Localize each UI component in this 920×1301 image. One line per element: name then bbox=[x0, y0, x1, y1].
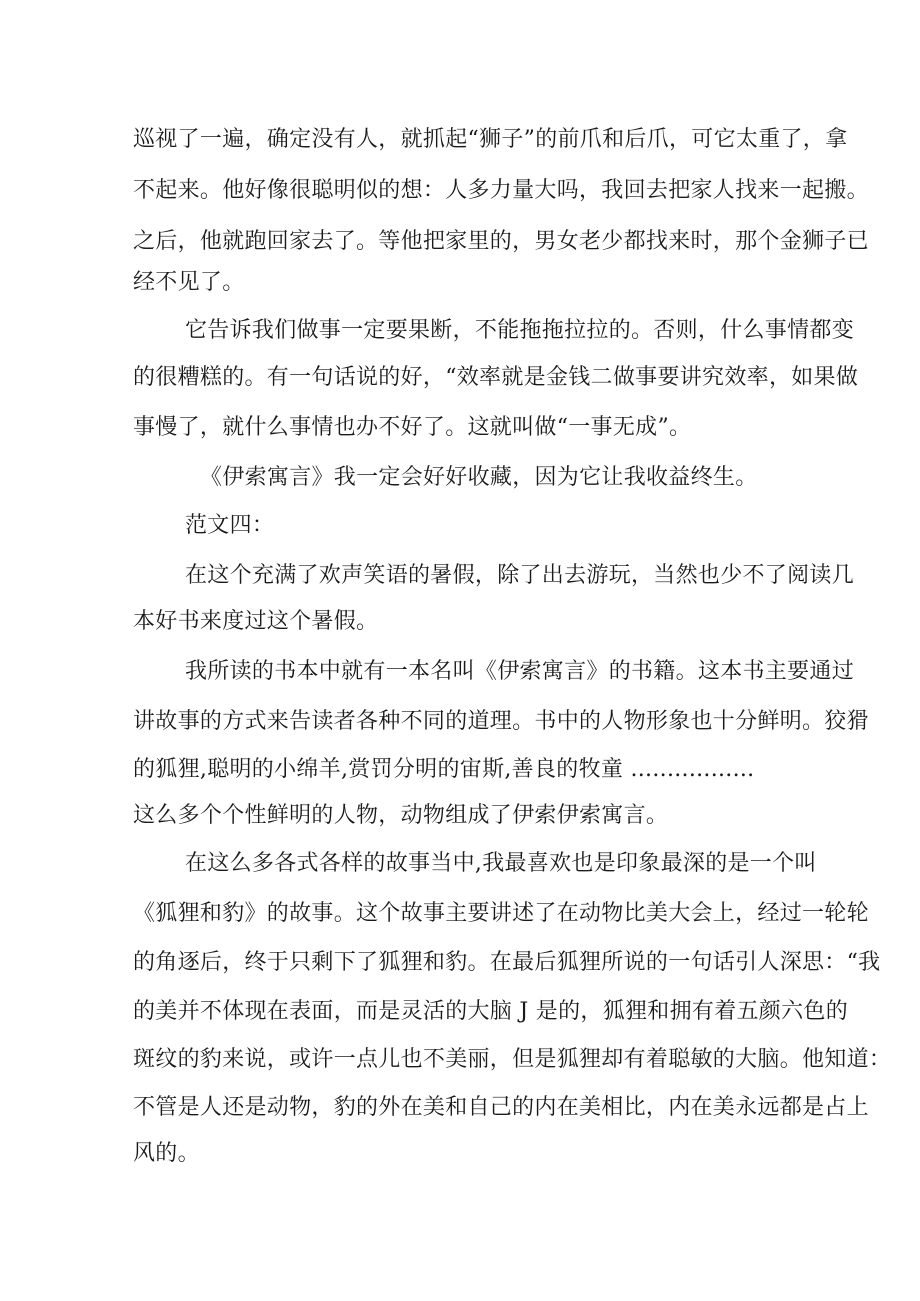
text-line: 风的。 bbox=[133, 1141, 200, 1166]
text-line: 不管是人还是动物，豹的外在美和自己的内在美相比，内在美永远都是占上 bbox=[133, 1095, 869, 1120]
text-line: 的很糟糕的。有一句话说的好，“效率就是金钱二做事要讲究效率，如果做 bbox=[133, 365, 859, 390]
text-line: 之后，他就跑回家去了。等他把家里的，男女老少都找来时，那个金狮子已 bbox=[133, 229, 869, 254]
text-line: 的狐狸,聪明的小绵羊,赏罚分明的宙斯,善良的牧童 ................. bbox=[133, 757, 755, 782]
text-line: 《狐狸和豹》的故事。这个故事主要讲述了在动物比美大会上，经过一轮轮 bbox=[133, 901, 869, 926]
text-line: 这么多个个性鲜明的人物，动物组成了伊索伊索寓言。 bbox=[133, 803, 669, 828]
text-line: 我所读的书本中就有一本名叫《伊索寓言》的书籍。这本书主要通过 bbox=[185, 659, 855, 684]
text-line: 的角逐后，终于只剩下了狐狸和豹。在最后狐狸所说的一句话引人深思：“我 bbox=[133, 950, 881, 975]
text-line: 在这个充满了欢声笑语的暑假，除了出去游玩，当然也少不了阅读几 bbox=[185, 563, 855, 588]
text-line: 它告诉我们做事一定要果断，不能拖拖拉拉的。否则，什么事情都变 bbox=[185, 318, 855, 343]
text-line: 的美并不体现在表面，而是灵活的大脑 J 是的，狐狸和拥有着五颜六色的 bbox=[133, 999, 849, 1024]
text-line: 不起来。他好像很聪明似的想：人多力量大吗，我回去把家人找来一起搬。 bbox=[133, 178, 869, 203]
text-line: 巡视了一遍，确定没有人，就抓起“狮子”的前爪和后爪，可它太重了，拿 bbox=[133, 127, 848, 152]
text-line: 斑纹的豹来说，或许一点儿也不美丽，但是狐狸却有着聪敏的大脑。他知道： bbox=[133, 1047, 892, 1072]
text-line: 经不见了。 bbox=[133, 270, 245, 295]
text-line: 在这么多各式各样的故事当中,我最喜欢也是印象最深的是一个叫 bbox=[185, 851, 817, 876]
text-line: 事慢了，就什么事情也办不好了。这就叫做“一事无成”。 bbox=[133, 415, 692, 440]
text-line: 讲故事的方式来告读者各种不同的道理。书中的人物形象也十分鲜明。狡猾 bbox=[133, 709, 869, 734]
text-line: 《伊索寓言》我一定会好好收藏，因为它让我收益终生。 bbox=[200, 465, 758, 490]
text-line: 本好书来度过这个暑假。 bbox=[133, 609, 379, 634]
section-heading: 范文四： bbox=[185, 513, 275, 538]
